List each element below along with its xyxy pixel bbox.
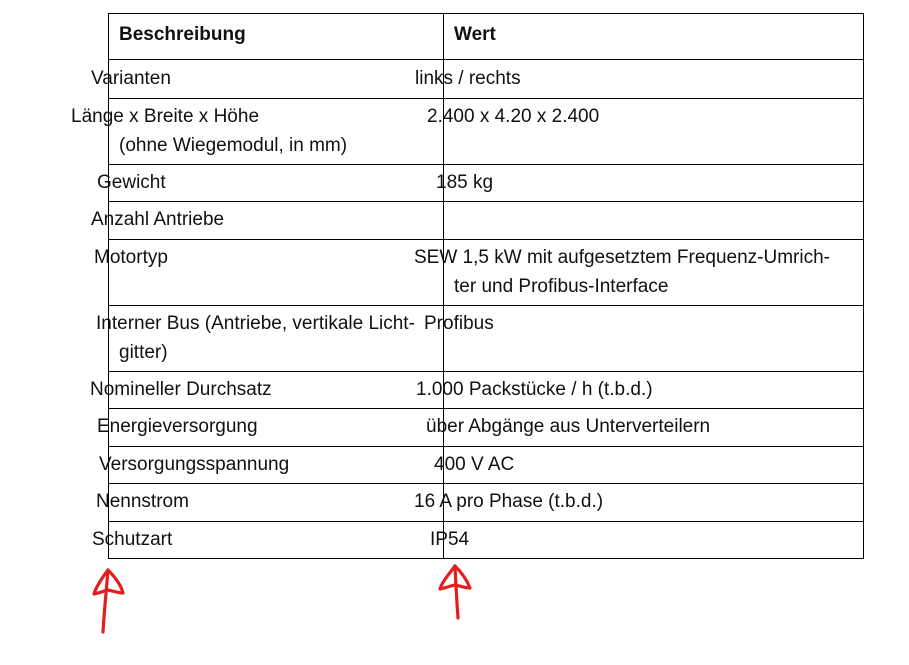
table-cell-value (434, 450, 863, 482)
table-cell-description (99, 450, 443, 482)
table-cell-description (96, 309, 443, 370)
table-cell-description (91, 64, 443, 97)
table-border (863, 13, 864, 559)
table-border (108, 558, 864, 559)
header-label: Beschreibung (119, 24, 246, 45)
table-cell-value (424, 309, 863, 370)
table-cell-value (416, 375, 863, 407)
table-cell-value (426, 412, 863, 445)
row-divider (108, 201, 864, 202)
cell-text: 400 V AC (434, 454, 515, 475)
cell-text: gitter) (119, 342, 168, 363)
table-border (108, 13, 864, 14)
cell-text: über Abgänge aus Unterverteilern (426, 416, 711, 437)
cell-text: SEW 1,5 kW mit aufgesetztem Frequenz-Umrich- (414, 247, 830, 268)
row-divider (108, 483, 864, 484)
cell-text: ter und Profibus-Interface (454, 276, 669, 297)
table-cell-description (71, 102, 443, 163)
cell-text: Anzahl Antriebe (91, 209, 225, 230)
row-divider (108, 98, 864, 99)
cell-text: Varianten (91, 68, 171, 89)
table-cell-description (97, 168, 443, 200)
row-divider (108, 239, 864, 240)
row-divider (108, 164, 864, 165)
cell-text: Versorgungsspannung (99, 454, 290, 475)
table-cell-description (92, 525, 443, 557)
specification-table (71, 13, 864, 559)
arrow-up-icon (89, 560, 129, 638)
header-label: Wert (454, 24, 496, 45)
cell-text: Nennstrom (96, 491, 189, 512)
cell-text: Motortyp (94, 247, 168, 268)
cell-text: Nomineller Durchsatz (90, 379, 272, 400)
header-cell-value (444, 20, 863, 58)
cell-text: Energieversorgung (97, 416, 258, 437)
table-cell-description (97, 412, 443, 445)
cell-text: Profibus (424, 313, 494, 334)
cell-text: (ohne Wiegemodul, in mm) (119, 135, 348, 156)
arrow-up-icon (436, 560, 476, 638)
table-cell-value (415, 64, 863, 97)
table-cell-description (91, 205, 443, 238)
header-cell-description (109, 20, 443, 58)
row-divider (108, 305, 864, 306)
cell-text: Gewicht (97, 172, 166, 193)
table-cell-description (90, 375, 443, 407)
table-cell-value (414, 243, 863, 304)
table-cell-value (444, 205, 863, 238)
cell-text: Länge x Breite x Höhe (71, 106, 260, 127)
cell-text: Schutzart (92, 529, 173, 550)
table-cell-value (427, 102, 863, 163)
table-cell-value (436, 168, 863, 200)
table-cell-value (414, 487, 863, 520)
cell-text: 16 A pro Phase (t.b.d.) (414, 491, 604, 512)
row-divider (108, 408, 864, 409)
table-cell-value (430, 525, 863, 557)
cell-text: 1.000 Packstücke / h (t.b.d.) (416, 379, 653, 400)
row-divider (108, 521, 864, 522)
row-divider (108, 371, 864, 372)
cell-text: links / rechts (415, 68, 521, 89)
table-cell-description (94, 243, 443, 304)
header-divider (108, 59, 864, 60)
cell-text: Interner Bus (Antriebe, vertikale Licht- (96, 313, 415, 334)
cell-text: 185 kg (436, 172, 494, 193)
table-cell-description (96, 487, 443, 520)
cell-text: IP54 (430, 529, 470, 550)
row-divider (108, 446, 864, 447)
cell-text: 2.400 x 4.20 x 2.400 (427, 106, 600, 127)
